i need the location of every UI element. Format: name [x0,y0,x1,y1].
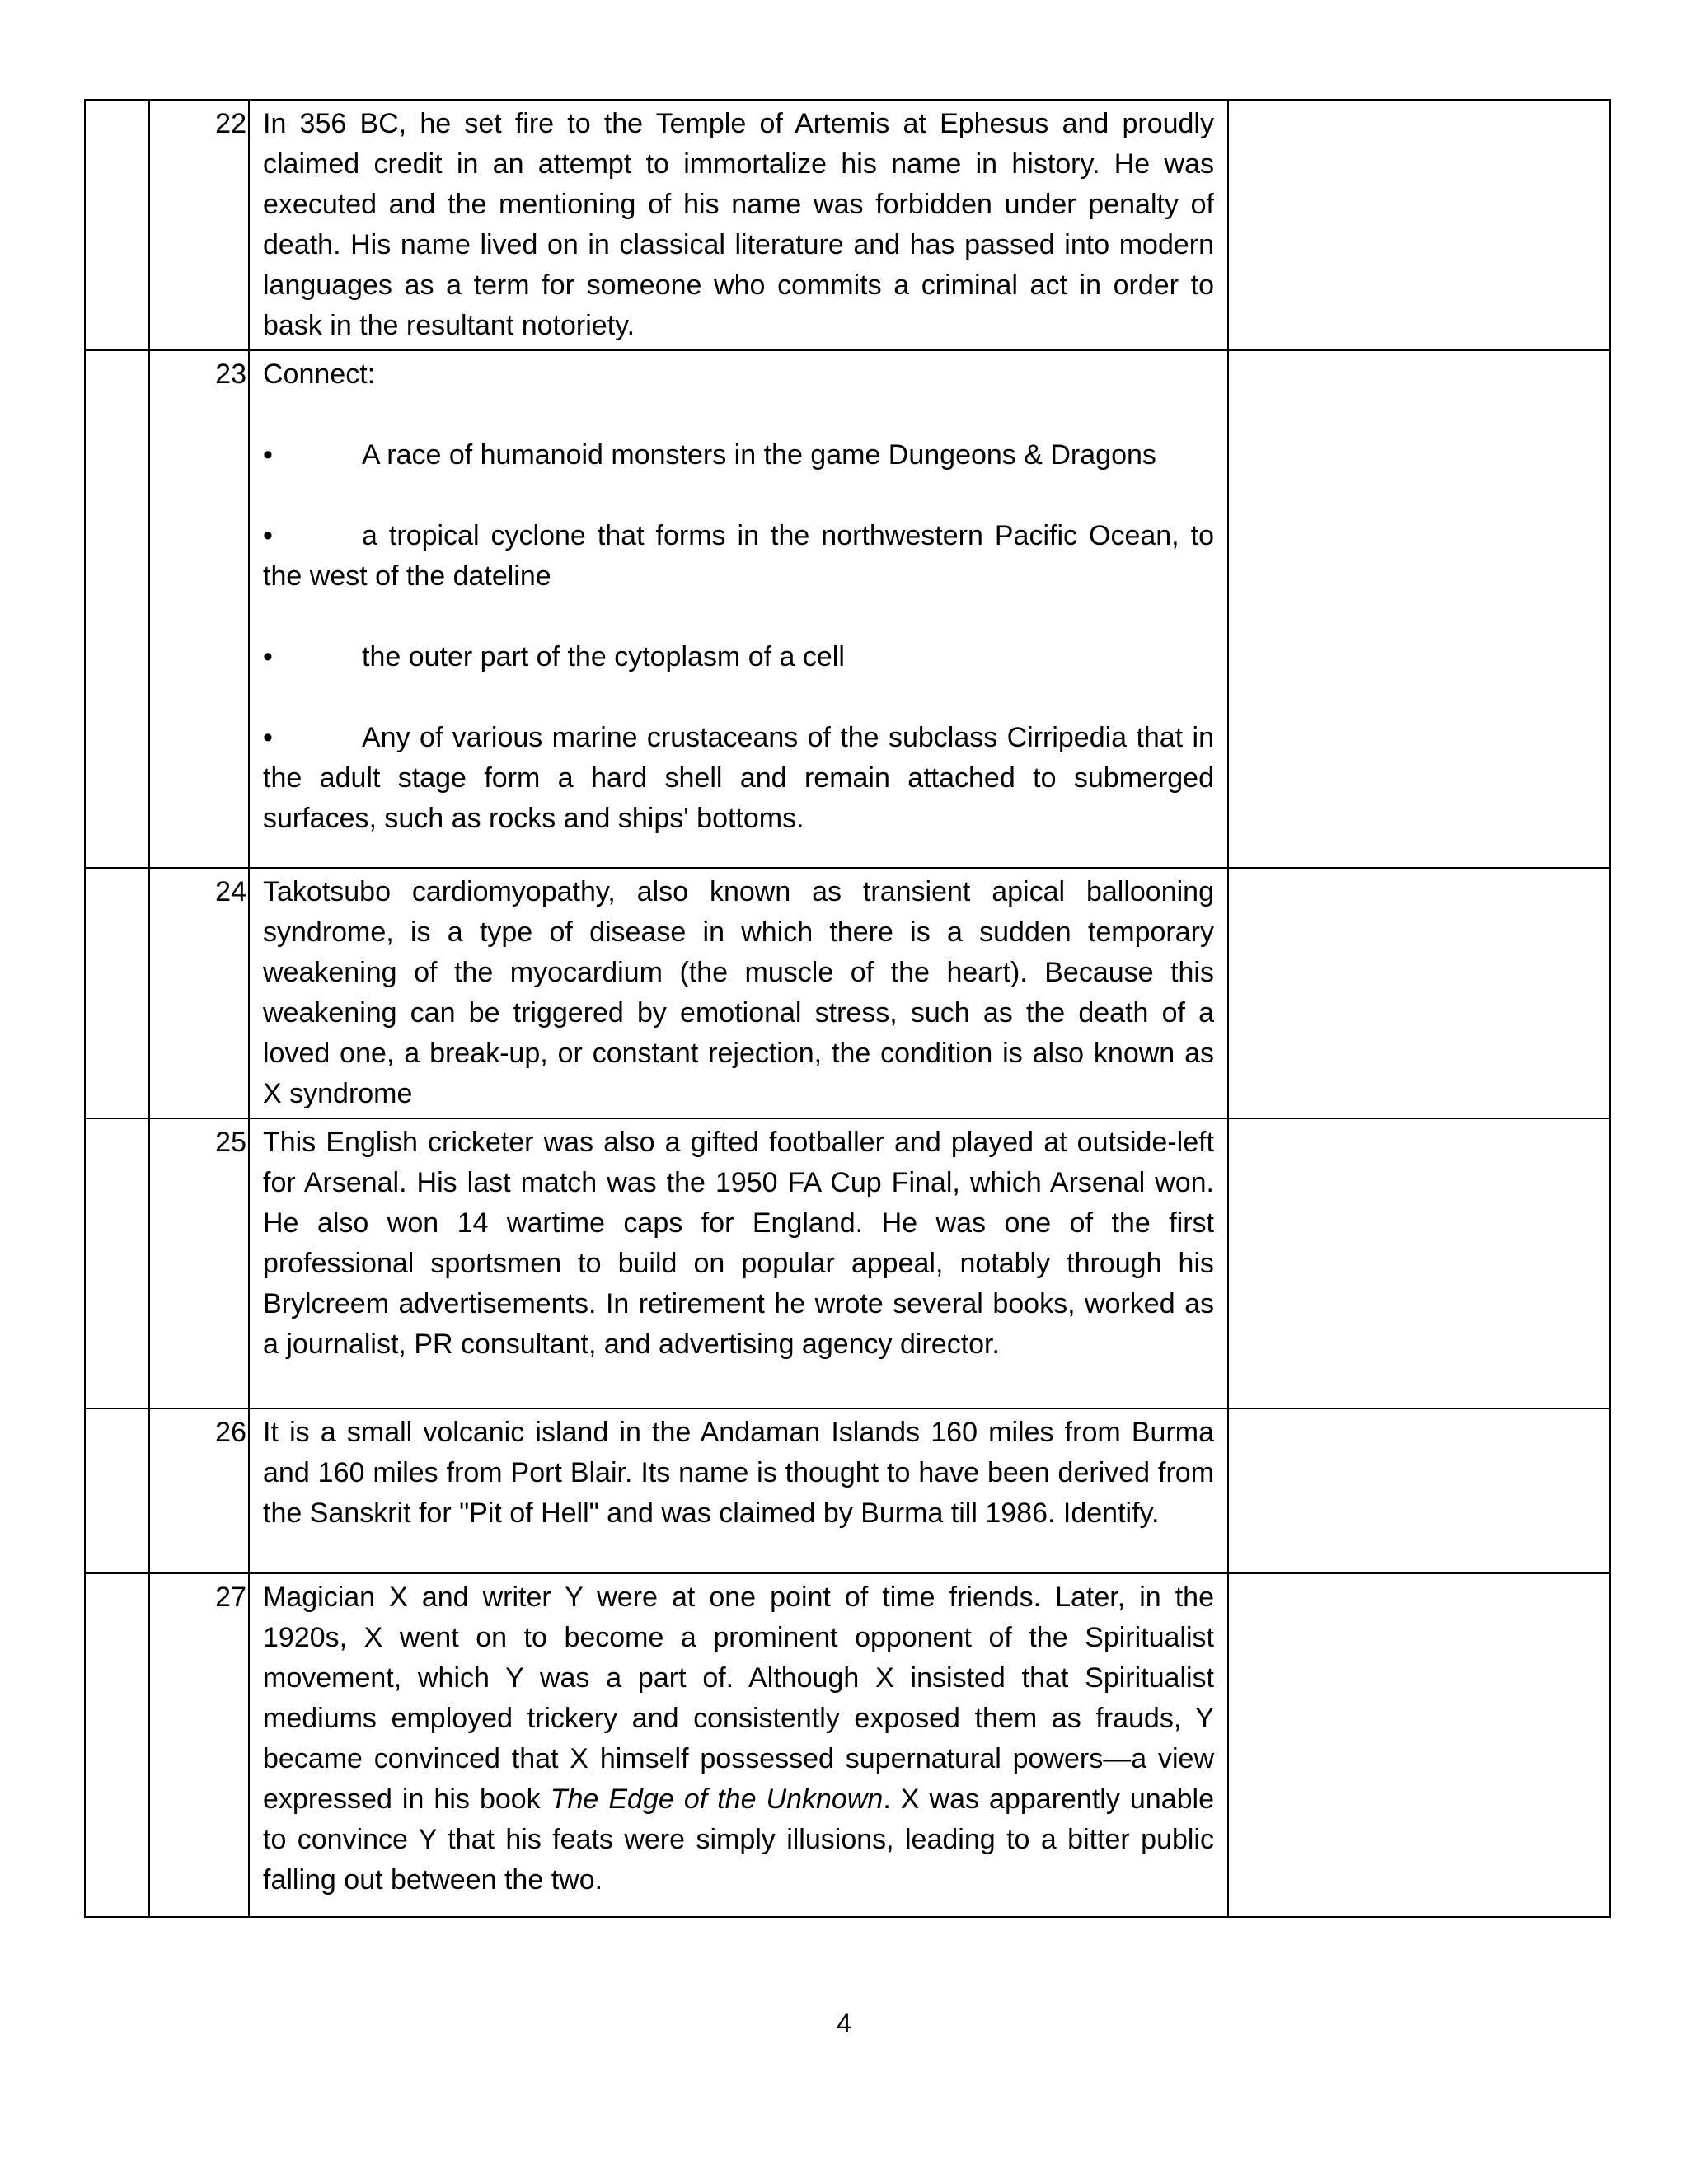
answer-cell [1228,1118,1610,1408]
blank-cell [85,1408,149,1573]
question-number: 24 [149,868,249,1118]
question-number: 23 [149,350,249,868]
question-text-cell [249,1408,1228,1573]
question-row-27 [85,1573,1610,1917]
blank-cell [85,1573,149,1917]
question-text-cell [249,1573,1228,1917]
blank-cell [85,350,149,868]
question-text [263,1577,1214,1900]
connect-item [263,516,1214,597]
blank-cell [85,1118,149,1408]
question-row-26 [85,1408,1610,1573]
blank-cell [85,868,149,1118]
answer-cell [1228,350,1610,868]
connect-item-text: Any of various marine crustaceans of the subclass Cirripedia that in the adult stage form a hard shell and remain attached to submerged surfaces, such as rocks and ships' bottoms. [263,722,1214,834]
answer-cell [1228,1573,1610,1917]
bullet-icon: • [263,520,273,551]
question-text-part: Magician X and writer Y were at one point of time friends. Later, in the 1920s, X went on to become a prominent opponent of the Spiritualist movement, which Y was a part of. Although X insisted that Spiritualist mediums employed trickery and consistently exposed them as frauds, Y became convinced that X himself possessed supernatural powers—a view expressed in his book [263,1582,1214,1815]
question-number: 26 [149,1408,249,1573]
question-number: 25 [149,1118,249,1408]
question-text-cell [249,350,1228,868]
question-row-25 [85,1118,1610,1408]
bullet-icon: • [263,439,273,471]
question-row-24 [85,868,1610,1118]
connect-item [263,435,1214,476]
question-row-22 [85,100,1610,350]
page-number: 4 [837,2008,851,2038]
question-number: 27 [149,1573,249,1917]
bullet-icon: • [263,722,273,753]
question-text: In 356 BC, he set fire to the Temple of Artemis at Ephesus and proudly claimed credit in an attempt to immortalize his name in history. He was executed and the mentioning of his name was forbidden under penalty of death. His name lived on in classical literature and has passed into modern languages as a term for someone who commits a criminal act in order to bask in the resultant notoriety. [263,108,1214,341]
quiz-table [84,99,1611,1918]
connect-title: Connect: [263,359,376,390]
blank-cell [85,100,149,350]
question-text: Takotsubo cardiomyopathy, also known as transient apical ballooning syndrome, is a type of disease in which there is a sudden temporary weakening of the myocardium (the muscle of the heart). Because this weakening can be triggered by emotional stress, such as the death of a loved one, a break-up, or constant rejection, the condition is also known as X syndrome [263,876,1214,1109]
question-text-cell [249,1118,1228,1408]
question-text: This English cricketer was also a gifted footballer and played at outside-left for Arsenal. His last match was the 1950 FA Cup Final, which Arsenal won. He also won 14 wartime caps for England. He was one of the first professional sportsmen to build on popular appeal, notably through his Brylcreem advertisements. In retirement he wrote several books, worked as a journalist, PR consultant, and advertising agency director. [263,1127,1214,1360]
connect-item [263,637,1214,677]
connect-item-text: A race of humanoid monsters in the game Dungeons & Dragons [362,439,1156,471]
question-text-part: . X was apparently unable to convince Y that his feats were simply illusions, leading to a bitter public falling out between the two. [263,1783,1214,1896]
bullet-icon: • [263,641,273,673]
answer-cell [1228,1408,1610,1573]
question-text: It is a small volcanic island in the Andaman Islands 160 miles from Burma and 160 miles from Port Blair. Its name is thought to have been derived from the Sanskrit for "Pit of Hell" and was claimed by Burma till 1986. Identify. [263,1417,1214,1529]
connect-item [263,718,1214,839]
question-row-23 [85,350,1610,868]
answer-cell [1228,100,1610,350]
connect-item-text: a tropical cyclone that forms in the northwestern Pacific Ocean, to the west of the dateline [263,520,1214,592]
connect-item-text: the outer part of the cytoplasm of a cell [362,641,845,673]
question-text-cell [249,100,1228,350]
question-text-cell [249,868,1228,1118]
question-number: 22 [149,100,249,350]
answer-cell [1228,868,1610,1118]
book-title: The Edge of the Unknown [550,1783,884,1815]
